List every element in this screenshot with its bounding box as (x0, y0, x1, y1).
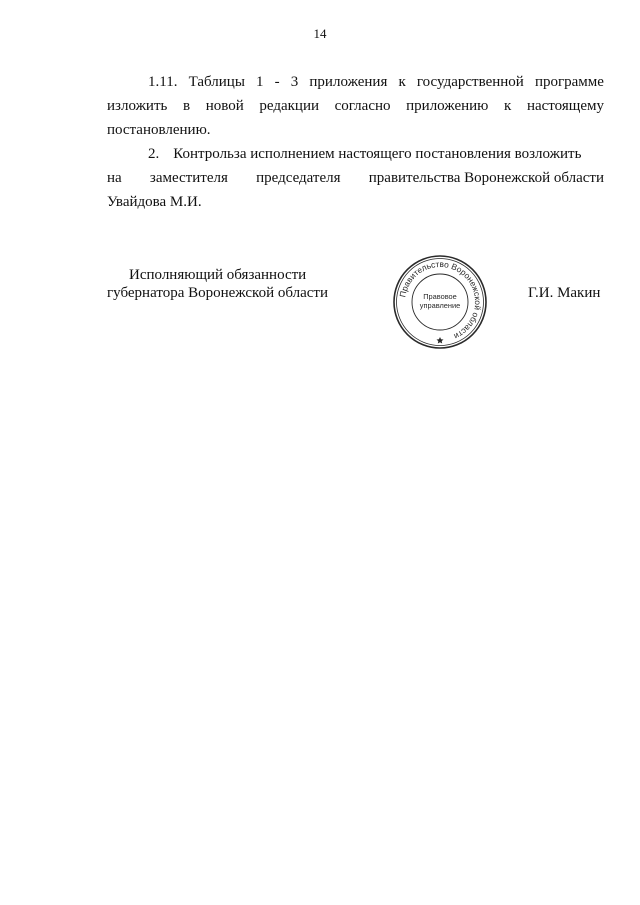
paragraph-1-11 (107, 70, 604, 142)
page-number: 14 (313, 26, 327, 41)
paragraph-2 (107, 142, 604, 214)
word: приложению (406, 98, 489, 114)
signatory-name: Г.И. Макин (528, 285, 601, 301)
paragraph-1-line-3: постановлению. (107, 122, 211, 138)
word: Контроль (173, 146, 234, 162)
word: заместителя (149, 170, 228, 186)
word: 1 (256, 74, 264, 90)
position-line-2: губернатора Воронежской области (107, 285, 328, 301)
signatory-position (107, 266, 347, 302)
word: государственной (416, 74, 524, 90)
word: Таблицы (188, 74, 245, 90)
word: редакции (259, 98, 319, 114)
official-seal (392, 254, 488, 350)
word: 3 (290, 74, 299, 90)
word: согласно (334, 98, 391, 114)
paragraph-2-line-1 (107, 142, 604, 166)
paragraph-1-line-1 (107, 70, 604, 94)
word: 2. (148, 146, 160, 162)
word: председателя (256, 170, 341, 186)
word: за исполнением настоящего постановления возложить (233, 146, 582, 162)
paragraph-2-line-3: Увайдова М.И. (107, 194, 202, 210)
paragraph-1-line-2 (107, 94, 604, 118)
word: правительства Воронежской области (368, 170, 604, 186)
word: приложения (309, 74, 388, 90)
word: в (182, 98, 191, 114)
word: к (398, 74, 406, 90)
word: на (107, 170, 122, 186)
paragraph-2-line-2 (107, 166, 604, 190)
word: изложить (107, 98, 168, 114)
word: к (504, 98, 512, 114)
seal-center-line-2: управление (419, 301, 461, 310)
word: 1.11. (148, 74, 178, 90)
position-line-1: Исполняющий обязанности (129, 267, 307, 283)
word: новой (205, 98, 244, 114)
word: настоящему (526, 98, 604, 114)
seal-ring-text: Правительство Воронежской области (397, 258, 484, 342)
word: программе (534, 74, 604, 90)
word: - (274, 74, 280, 90)
seal-star-icon (437, 337, 444, 344)
seal-center-line-1: Правовое (423, 292, 457, 301)
